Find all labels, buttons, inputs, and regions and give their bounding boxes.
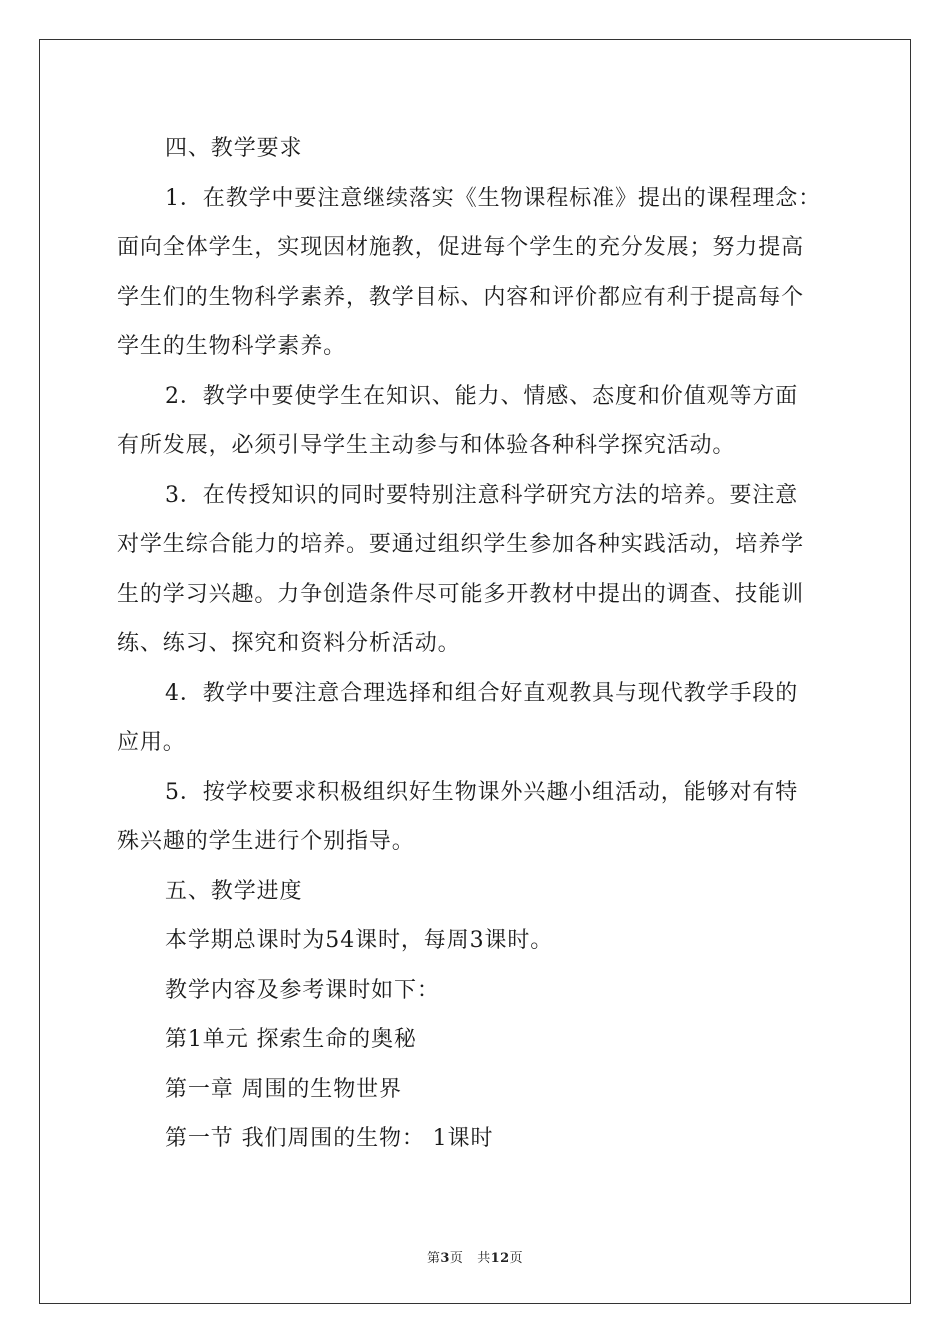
section-heading: 五、教学进度 <box>165 878 303 904</box>
paragraph-line: 教学内容及参考课时如下： <box>165 977 440 1003</box>
paragraph-line: 生的学习兴趣。力争创造条件尽可能多开教材中提出的调查、技能训 <box>117 581 805 607</box>
footer-total-suffix: 页 <box>509 1251 523 1266</box>
paragraph-line: 应用。 <box>117 730 186 755</box>
page-number: 3 <box>440 1251 450 1266</box>
page-footer <box>0 1247 950 1266</box>
section-heading: 四、教学要求 <box>165 136 303 161</box>
unit-heading: 第1单元 探索生命的奥秘 <box>165 1027 417 1052</box>
footer-prefix: 第 <box>427 1251 441 1266</box>
section-item: 第一节 我们周围的生物： 1课时 <box>165 1126 494 1151</box>
footer-total-prefix: 共 <box>477 1251 491 1266</box>
document-body <box>117 124 837 1164</box>
paragraph-line: 殊兴趣的学生进行个别指导。 <box>117 829 415 854</box>
paragraph-line: 面向全体学生，实现因材施教，促进每个学生的充分发展；努力提高 <box>117 235 805 260</box>
paragraph-line: 学生的生物科学素养。 <box>117 334 347 359</box>
paragraph-line: 5．按学校要求积极组织好生物课外兴趣小组活动，能够对有特 <box>165 779 799 805</box>
chapter-heading: 第一章 周围的生物世界 <box>165 1076 402 1102</box>
total-pages: 12 <box>490 1251 510 1266</box>
footer-page-suffix: 页 <box>449 1251 464 1266</box>
paragraph-line: 3．在传授知识的同时要特别注意科学研究方法的培养。要注意 <box>165 482 799 508</box>
paragraph-line: 4．教学中要注意合理选择和组合好直观教具与现代教学手段的 <box>165 680 799 706</box>
paragraph-line: 有所发展，必须引导学生主动参与和体验各种科学探究活动。 <box>117 433 736 458</box>
paragraph-line: 练、练习、探究和资料分析活动。 <box>117 631 461 656</box>
paragraph-line: 本学期总课时为54课时，每周3课时。 <box>165 928 554 953</box>
paragraph-line: 2．教学中要使学生在知识、能力、情感、态度和价值观等方面 <box>165 383 799 409</box>
paragraph-line: 1．在教学中要注意继续落实《生物课程标准》提出的课程理念： <box>165 185 822 211</box>
paragraph-line: 对学生综合能力的培养。要通过组织学生参加各种实践活动，培养学 <box>117 532 805 557</box>
paragraph-line: 学生们的生物科学素养，教学目标、内容和评价都应有利于提高每个 <box>117 284 805 310</box>
